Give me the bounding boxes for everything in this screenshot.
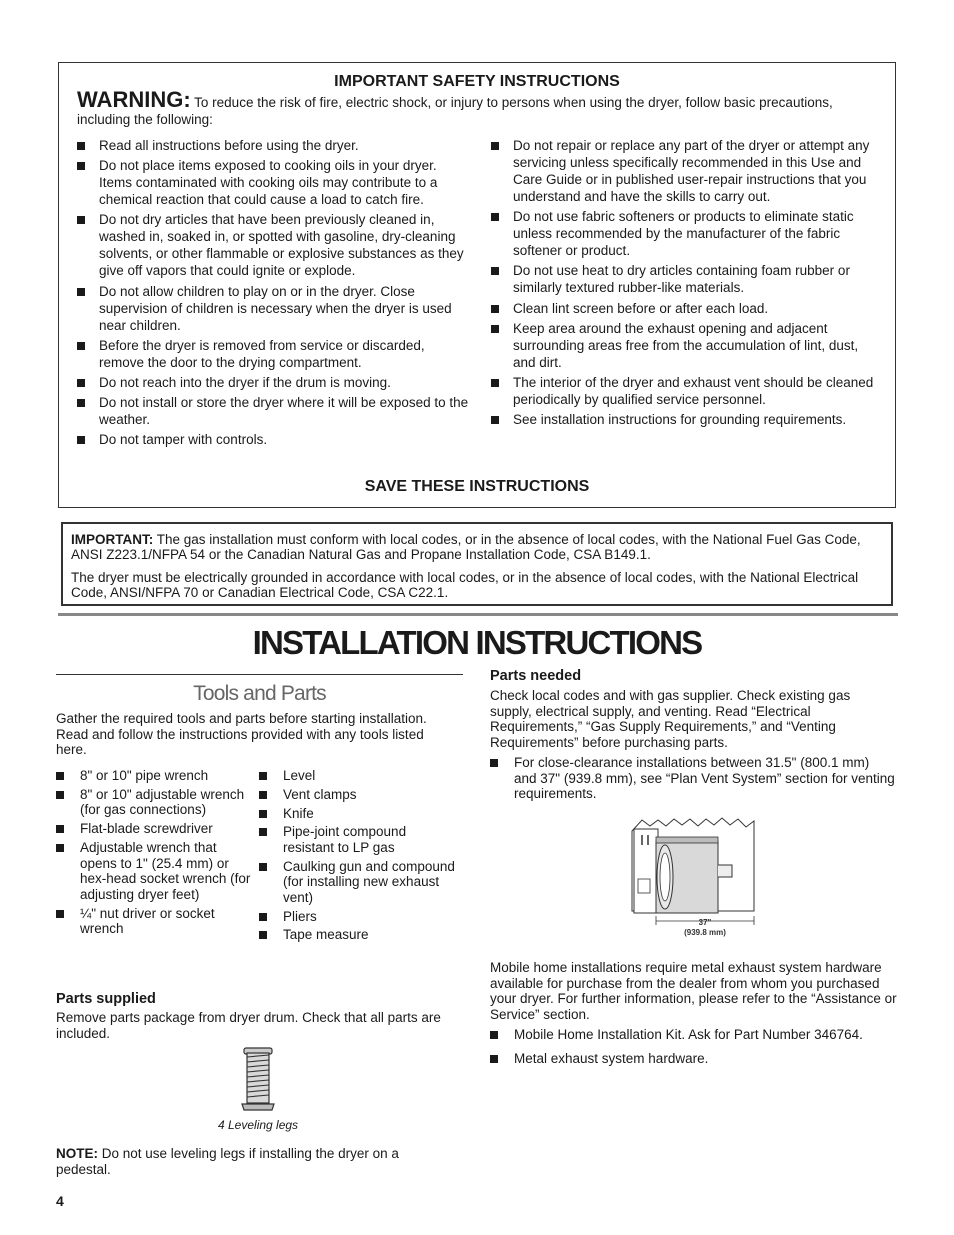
leveling-leg-icon [238, 1046, 278, 1112]
leveling-legs-caption: 4 Leveling legs [218, 1118, 299, 1132]
section-rule [56, 674, 463, 675]
important-text-1: The gas installation must conform with local codes, or in the absence of local codes, with the National Fuel Gas Code, ANSI Z223.1/NFPA 54 or the Canadian Natural Gas and Propane Installation Code, CSA B149.1. [71, 532, 861, 562]
list-item: Do not repair or replace any part of the dryer or attempt any servicing unless specifically recommended in this Use and Care Guide or in published user-repair instructions that you understand and have the skills to carry out. [491, 137, 883, 205]
list-item: The interior of the dryer and exhaust vent should be cleaned periodically by qualified service personnel. [491, 374, 883, 408]
list-item: Keep area around the exhaust opening and adjacent surrounding areas free from the accumulation of lint, dust, and dirt. [491, 320, 883, 371]
safety-header: IMPORTANT SAFETY INSTRUCTIONS [334, 73, 620, 90]
list-item: Do not use heat to dry articles containing foam rubber or similarly textured rubber-like materials. [491, 262, 883, 296]
dryer-clearance-diagram [628, 815, 758, 943]
note-paragraph [56, 1146, 456, 1177]
safety-left-column [77, 137, 472, 452]
warning-label: WARNING: [77, 87, 191, 112]
list-item: Do not place items exposed to cooking oils in your dryer. Items contaminated with cooking oils may contribute to a chemical reaction that could cause a load to catch fire. [77, 157, 472, 208]
warning-text: To reduce the risk of fire, electric shock, or injury to persons when using the dryer, follow basic precautions, including the following: [77, 95, 833, 127]
list-item: Mobile Home Installation Kit. Ask for Part Number 346764. [490, 1027, 895, 1043]
important-notice-box [61, 522, 893, 606]
safety-instructions-box [58, 62, 896, 508]
tools-list-right [259, 768, 459, 946]
list-item: Do not install or store the dryer where it will be exposed to the weather. [77, 394, 472, 428]
list-item: Adjustable wrench that opens to 1" (25.4 mm) or hex-head socket wrench (for adjusting dryer feet) [56, 840, 256, 902]
important-paragraph-1 [71, 532, 883, 562]
note-text: Do not use leveling legs if installing the dryer on a pedestal. [56, 1146, 399, 1177]
dimension-label: 37" [698, 918, 712, 927]
list-item: 8" or 10" adjustable wrench (for gas connections) [56, 787, 256, 818]
note-label: NOTE: [56, 1146, 98, 1161]
list-item: Do not dry articles that have been previously cleaned in, washed in, soaked in, or spotted with gasoline, dry-cleaning solvents, or other flammable or explosive substances as they give off vapors that could ignite or explode. [77, 211, 472, 279]
page-number: 4 [56, 1193, 64, 1209]
list-item: Vent clamps [259, 787, 459, 803]
list-item: Do not allow children to play on or in the dryer. Close supervision of children is necessary when the dryer is used near children. [77, 283, 472, 334]
page-title: INSTALLATION INSTRUCTIONS [252, 624, 702, 661]
list-item: Level [259, 768, 459, 784]
warning-paragraph [77, 87, 879, 128]
list-item: Clean lint screen before or after each load. [491, 300, 883, 317]
list-item: Flat-blade screwdriver [56, 821, 256, 837]
list-item: Do not reach into the dryer if the drum is moving. [77, 374, 472, 391]
important-label: IMPORTANT: [71, 532, 154, 547]
important-paragraph-2: The dryer must be electrically grounded in accordance with local codes, or in the absence of local codes, with the National Electrical Code, ANSI/NFPA 70 or Canadian Electrical Code, CSA C22.1. [71, 570, 859, 600]
list-item: Caulking gun and compound (for installing new exhaust vent) [259, 859, 459, 906]
list-item: Do not tamper with controls. [77, 431, 472, 448]
parts-supplied-text: Remove parts package from dryer drum. Check that all parts are included. [56, 1010, 441, 1041]
parts-needed-heading: Parts needed [490, 668, 582, 684]
list-item: 8" or 10" pipe wrench [56, 768, 256, 784]
tools-parts-heading: Tools and Parts [193, 682, 326, 705]
dimension-metric-label: (939.8 mm) [684, 928, 726, 937]
tools-intro: Gather the required tools and parts before starting installation. Read and follow the instructions provided with any tools listed here. [56, 711, 427, 758]
list-item: Before the dryer is removed from service or discarded, remove the door to the drying compartment. [77, 337, 472, 371]
mobile-home-list [490, 1027, 895, 1069]
list-item: ¼" nut driver or socket wrench [56, 906, 256, 937]
list-item: Knife [259, 806, 459, 822]
safety-right-column [491, 137, 883, 431]
list-item: Read all instructions before using the dryer. [77, 137, 472, 154]
list-item: Tape measure [259, 927, 459, 943]
title-rule [58, 613, 898, 616]
save-instructions-label: SAVE THESE INSTRUCTIONS [364, 478, 590, 495]
list-item: See installation instructions for grounding requirements. [491, 411, 883, 428]
list-item: Pipe-joint compound resistant to LP gas [259, 824, 459, 855]
list-item: Metal exhaust system hardware. [490, 1051, 895, 1067]
mobile-home-text: Mobile home installations require metal exhaust system hardware available for purchase from the dealer from whom you purchased your dryer. For further information, please refer to the “Assistance or Service” section. [490, 960, 897, 1022]
parts-needed-text: Check local codes and with gas supplier. Check existing gas supply, electrical supply, and venting. Read “Electrical Requirements,” “Gas Supply Requirements,” and “Venting Requirements” before purchasing parts. [490, 688, 851, 750]
parts-supplied-heading: Parts supplied [56, 991, 156, 1007]
list-item: Do not use fabric softeners or products to eliminate static unless recommended by the manufacturer of the fabric softener or product. [491, 208, 883, 259]
list-item: Pliers [259, 909, 459, 925]
list-item: For close-clearance installations between 31.5" (800.1 mm) and 37" (939.8 mm), see “Plan Vent System” section for venting requirements. [490, 755, 895, 802]
tools-list-left [56, 768, 256, 940]
clearance-list [490, 755, 895, 805]
